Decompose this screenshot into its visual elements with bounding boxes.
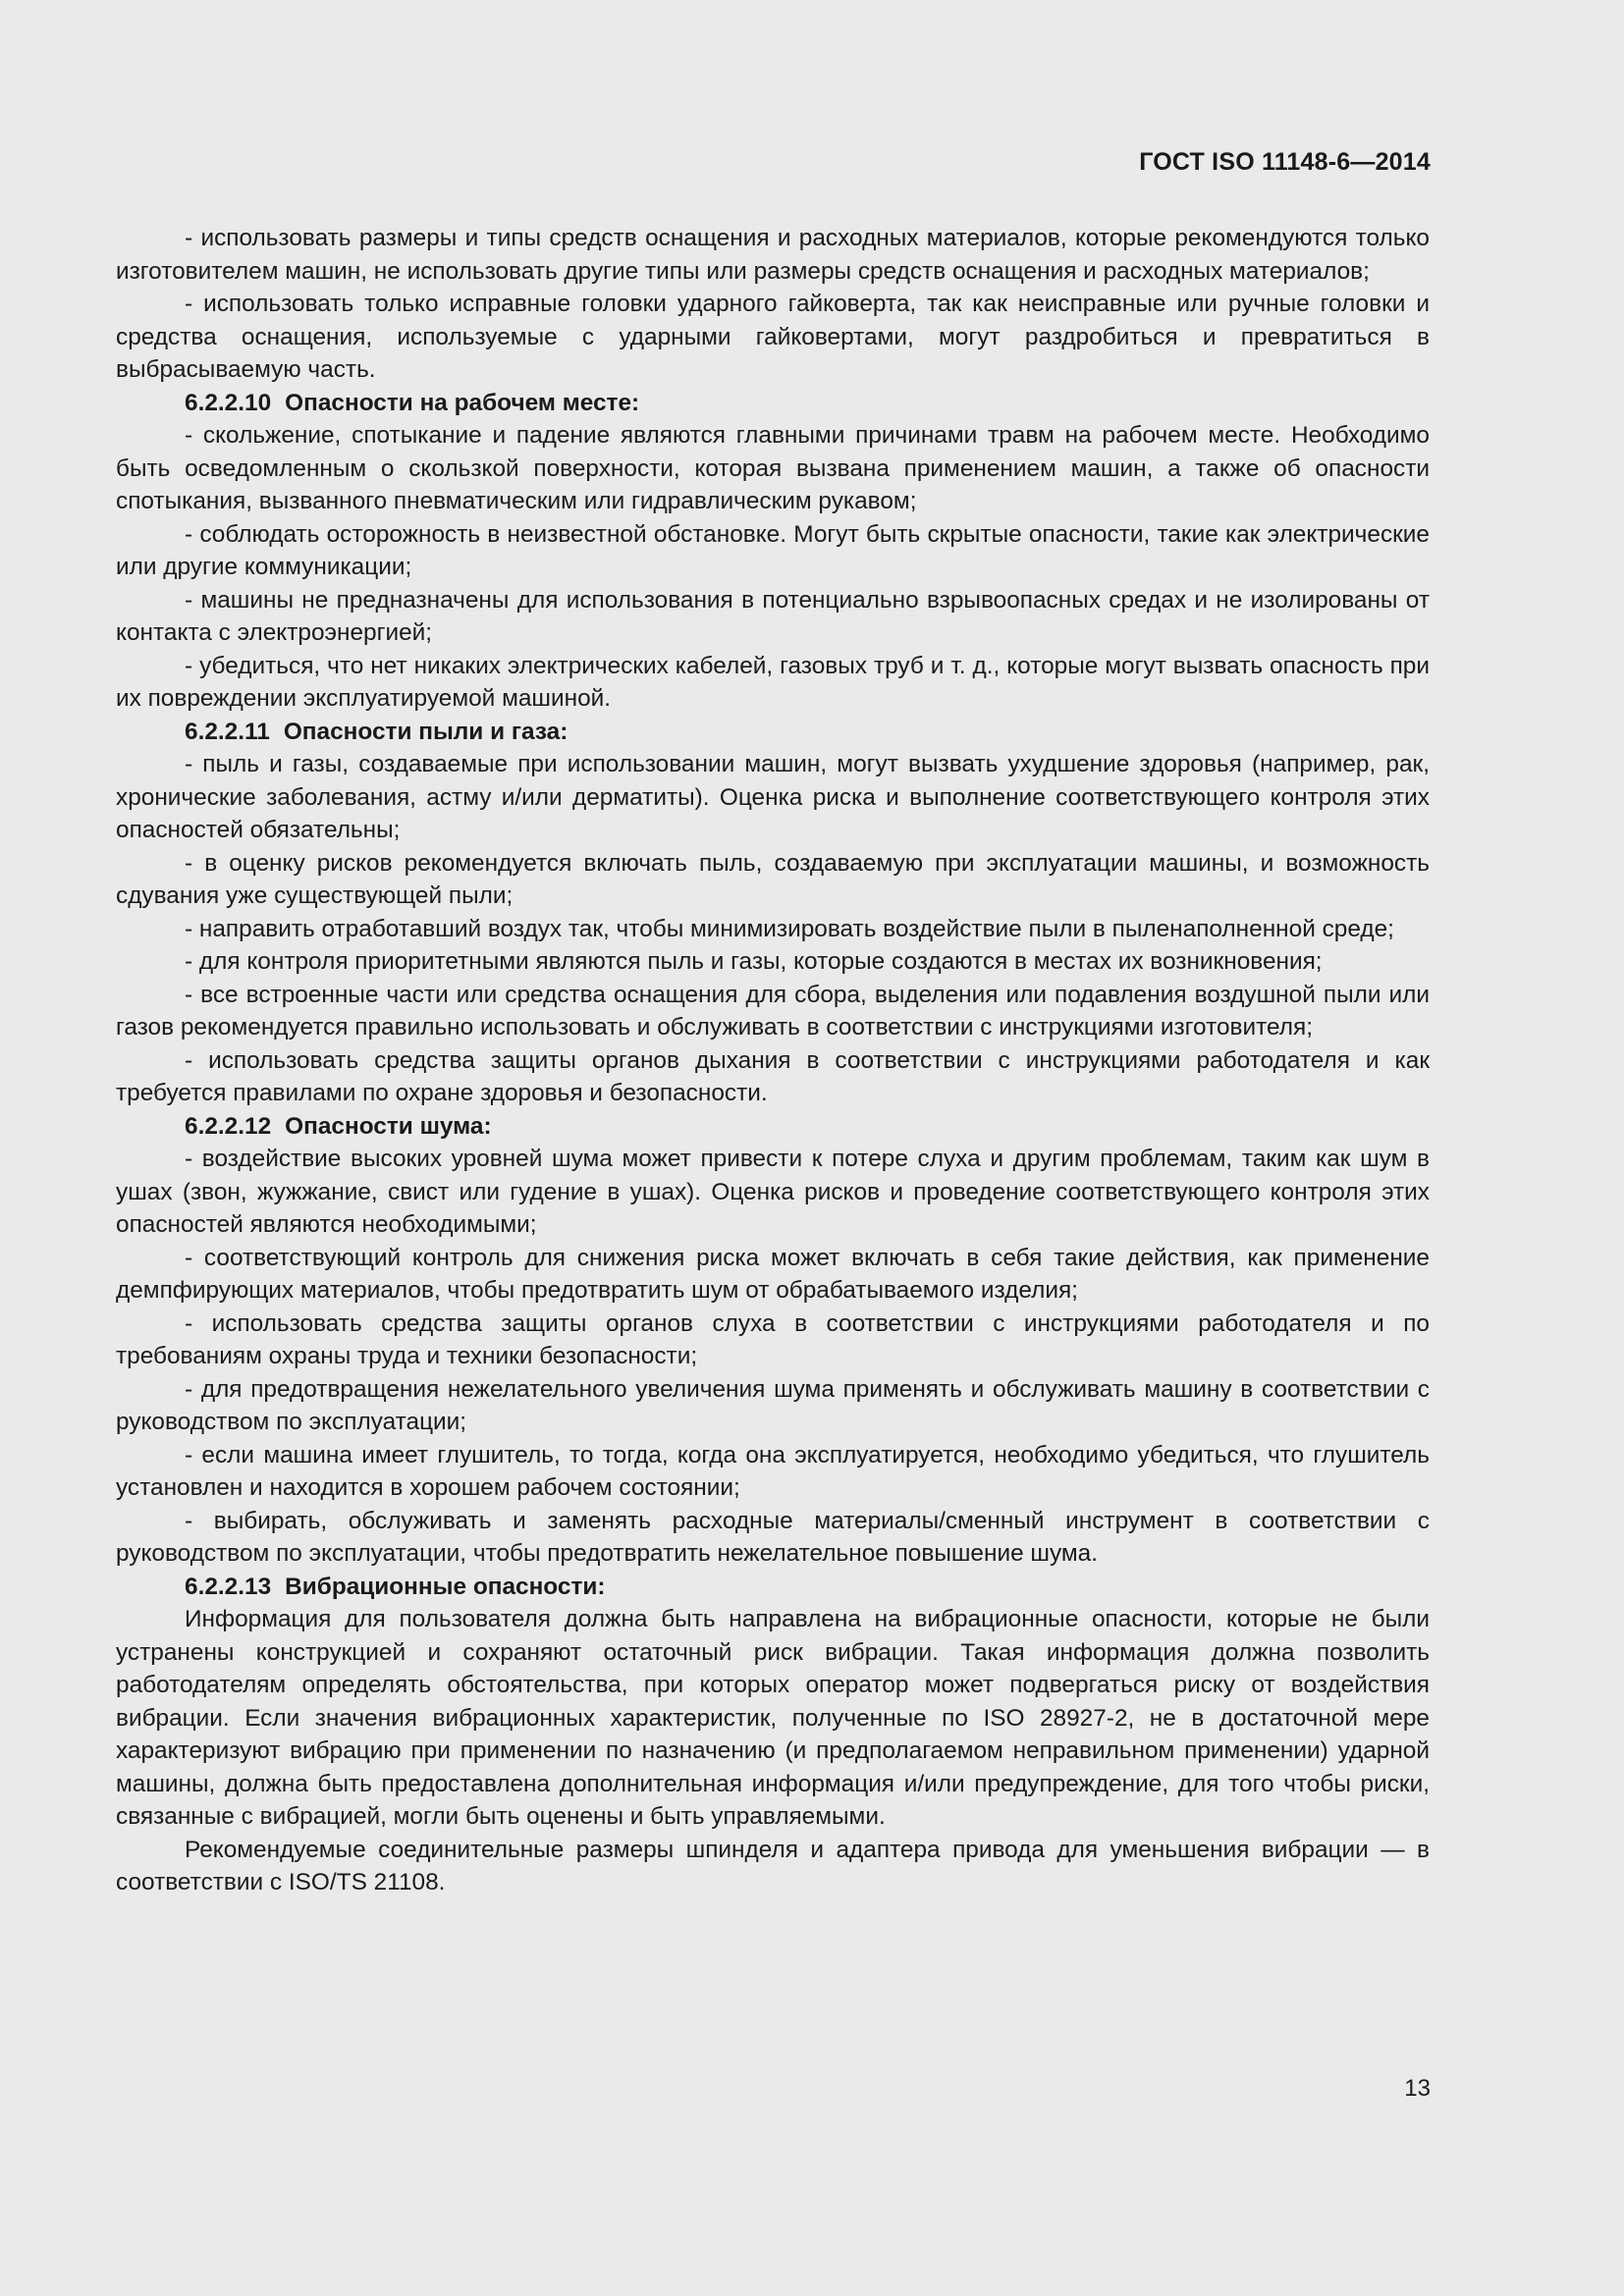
list-item: - в оценку рисков рекомендуется включать пыль, создаваемую при эксплуатации машины, и возможность сдувания уже существующей пыли; <box>116 849 1430 909</box>
list-item: - если машина имеет глушитель, то тогда, когда она эксплуатируется, необходимо убедиться, что глушитель установлен и находится в хорошем рабочем состоянии; <box>116 1441 1430 1501</box>
list-item: - воздействие высоких уровней шума может привести к потере слуха и другим проблемам, таким как шум в ушах (звон, жужжание, свист или гудение в ушах). Оценка рисков и проведение соответствующего контроля этих опасностей являются необходимыми; <box>116 1146 1430 1238</box>
section-heading <box>116 387 1430 420</box>
section-number: 6.2.2.10 <box>185 389 272 416</box>
list-item: - направить отработавший воздух так, чтобы минимизировать воздействие пыли в пыленаполненной среде; <box>185 915 1394 942</box>
document-header: ГОСТ ISO 11148-6—2014 <box>1139 148 1431 176</box>
list-item: - скольжение, спотыкание и падение являются главными причинами травм на рабочем месте. Необходимо быть осведомленным о скользкой поверхности, которая вызвана применением машин, а также об опасности спотыкания, вызванного пневматическим или гидравлическим рукавом; <box>116 422 1430 514</box>
list-item: - выбирать, обслуживать и заменять расходные материалы/сменный инструмент в соответствии с руководством по эксплуатации, чтобы предотвратить нежелательное повышение шума. <box>116 1507 1430 1567</box>
section-number: 6.2.2.12 <box>185 1112 272 1140</box>
list-item: - для предотвращения нежелательного увеличения шума применять и обслуживать машину в соответствии с руководством по эксплуатации; <box>116 1375 1430 1435</box>
list-item: - использовать средства защиты органов дыхания в соответствии с инструкциями работодателя и как требуется правилами по охране здоровья и безопасности. <box>116 1046 1430 1106</box>
document-body <box>116 222 1430 1899</box>
list-item: - пыль и газы, создаваемые при использовании машин, могут вызвать ухудшение здоровья (например, рак, хронические заболевания, астму и/или дерматиты). Оценка риска и выполнение соответствующего контроля этих опасностей обязательны; <box>116 751 1430 843</box>
section-title: Вибрационные опасности: <box>285 1573 606 1600</box>
list-item: - все встроенные части или средства оснащения для сбора, выделения или подавления воздушной пыли или газов рекомендуется правильно использовать и обслуживать в соответствии с инструкциями изготовителя; <box>116 981 1430 1041</box>
section-title: Опасности на рабочем месте: <box>285 389 640 416</box>
paragraph: Информация для пользователя должна быть направлена на вибрационные опасности, которые не были устранены конструкцией и сохраняют остаточный риск вибрации. Такая информация должна позволить работодателям определять обстоятельства, при которых оператор может подвергаться риску от воздействия вибрации. Если значения вибрационных характеристик, полученные по ISO 28927-2, не в достаточной мере характеризуют вибрацию при применении по назначению (и предполагаемом неправильном применении) ударной машины, должна быть предоставлена дополнительная информация и/или предупреждение, для того чтобы риски, связанные с вибрацией, могли быть оценены и быть управляемыми. <box>116 1606 1430 1830</box>
list-item: - использовать размеры и типы средств оснащения и расходных материалов, которые рекомендуются только изготовителем машин, не использовать другие типы или размеры средств оснащения и расходных материалов; <box>116 225 1430 285</box>
list-item: - соблюдать осторожность в неизвестной обстановке. Могут быть скрытые опасности, такие как электрические или другие коммуникации; <box>116 520 1430 580</box>
list-item: - машины не предназначены для использования в потенциально взрывоопасных средах и не изолированы от контакта с электроэнергией; <box>116 586 1430 646</box>
list-item: - использовать средства защиты органов слуха в соответствии с инструкциями работодателя и по требованиям охраны труда и техники безопасности; <box>116 1309 1430 1369</box>
section-heading <box>116 716 1430 749</box>
section-title: Опасности шума: <box>285 1112 492 1140</box>
page-number: 13 <box>1404 2075 1431 2102</box>
list-item: - соответствующий контроль для снижения риска может включать в себя такие действия, как применение демпфирующих материалов, чтобы предотвратить шум от обрабатываемого изделия; <box>116 1244 1430 1304</box>
list-item: - для контроля приоритетными являются пыль и газы, которые создаются в местах их возникновения; <box>185 948 1323 975</box>
list-item: - убедиться, что нет никаких электрических кабелей, газовых труб и т. д., которые могут вызвать опасность при их повреждении эксплуатируемой машиной. <box>116 652 1430 712</box>
paragraph: Рекомендуемые соединительные размеры шпинделя и адаптера привода для уменьшения вибрации — в соответствии с ISO/TS 21108. <box>116 1836 1430 1896</box>
section-heading <box>116 1110 1430 1144</box>
section-number: 6.2.2.11 <box>185 718 270 745</box>
section-heading <box>116 1571 1430 1604</box>
list-item: - использовать только исправные головки ударного гайковерта, так как неисправные или ручные головки и средства оснащения, используемые с ударными гайковертами, могут раздробиться и превратиться в выбрасываемую часть. <box>116 291 1430 383</box>
section-number: 6.2.2.13 <box>185 1573 272 1600</box>
section-title: Опасности пыли и газа: <box>283 718 568 745</box>
